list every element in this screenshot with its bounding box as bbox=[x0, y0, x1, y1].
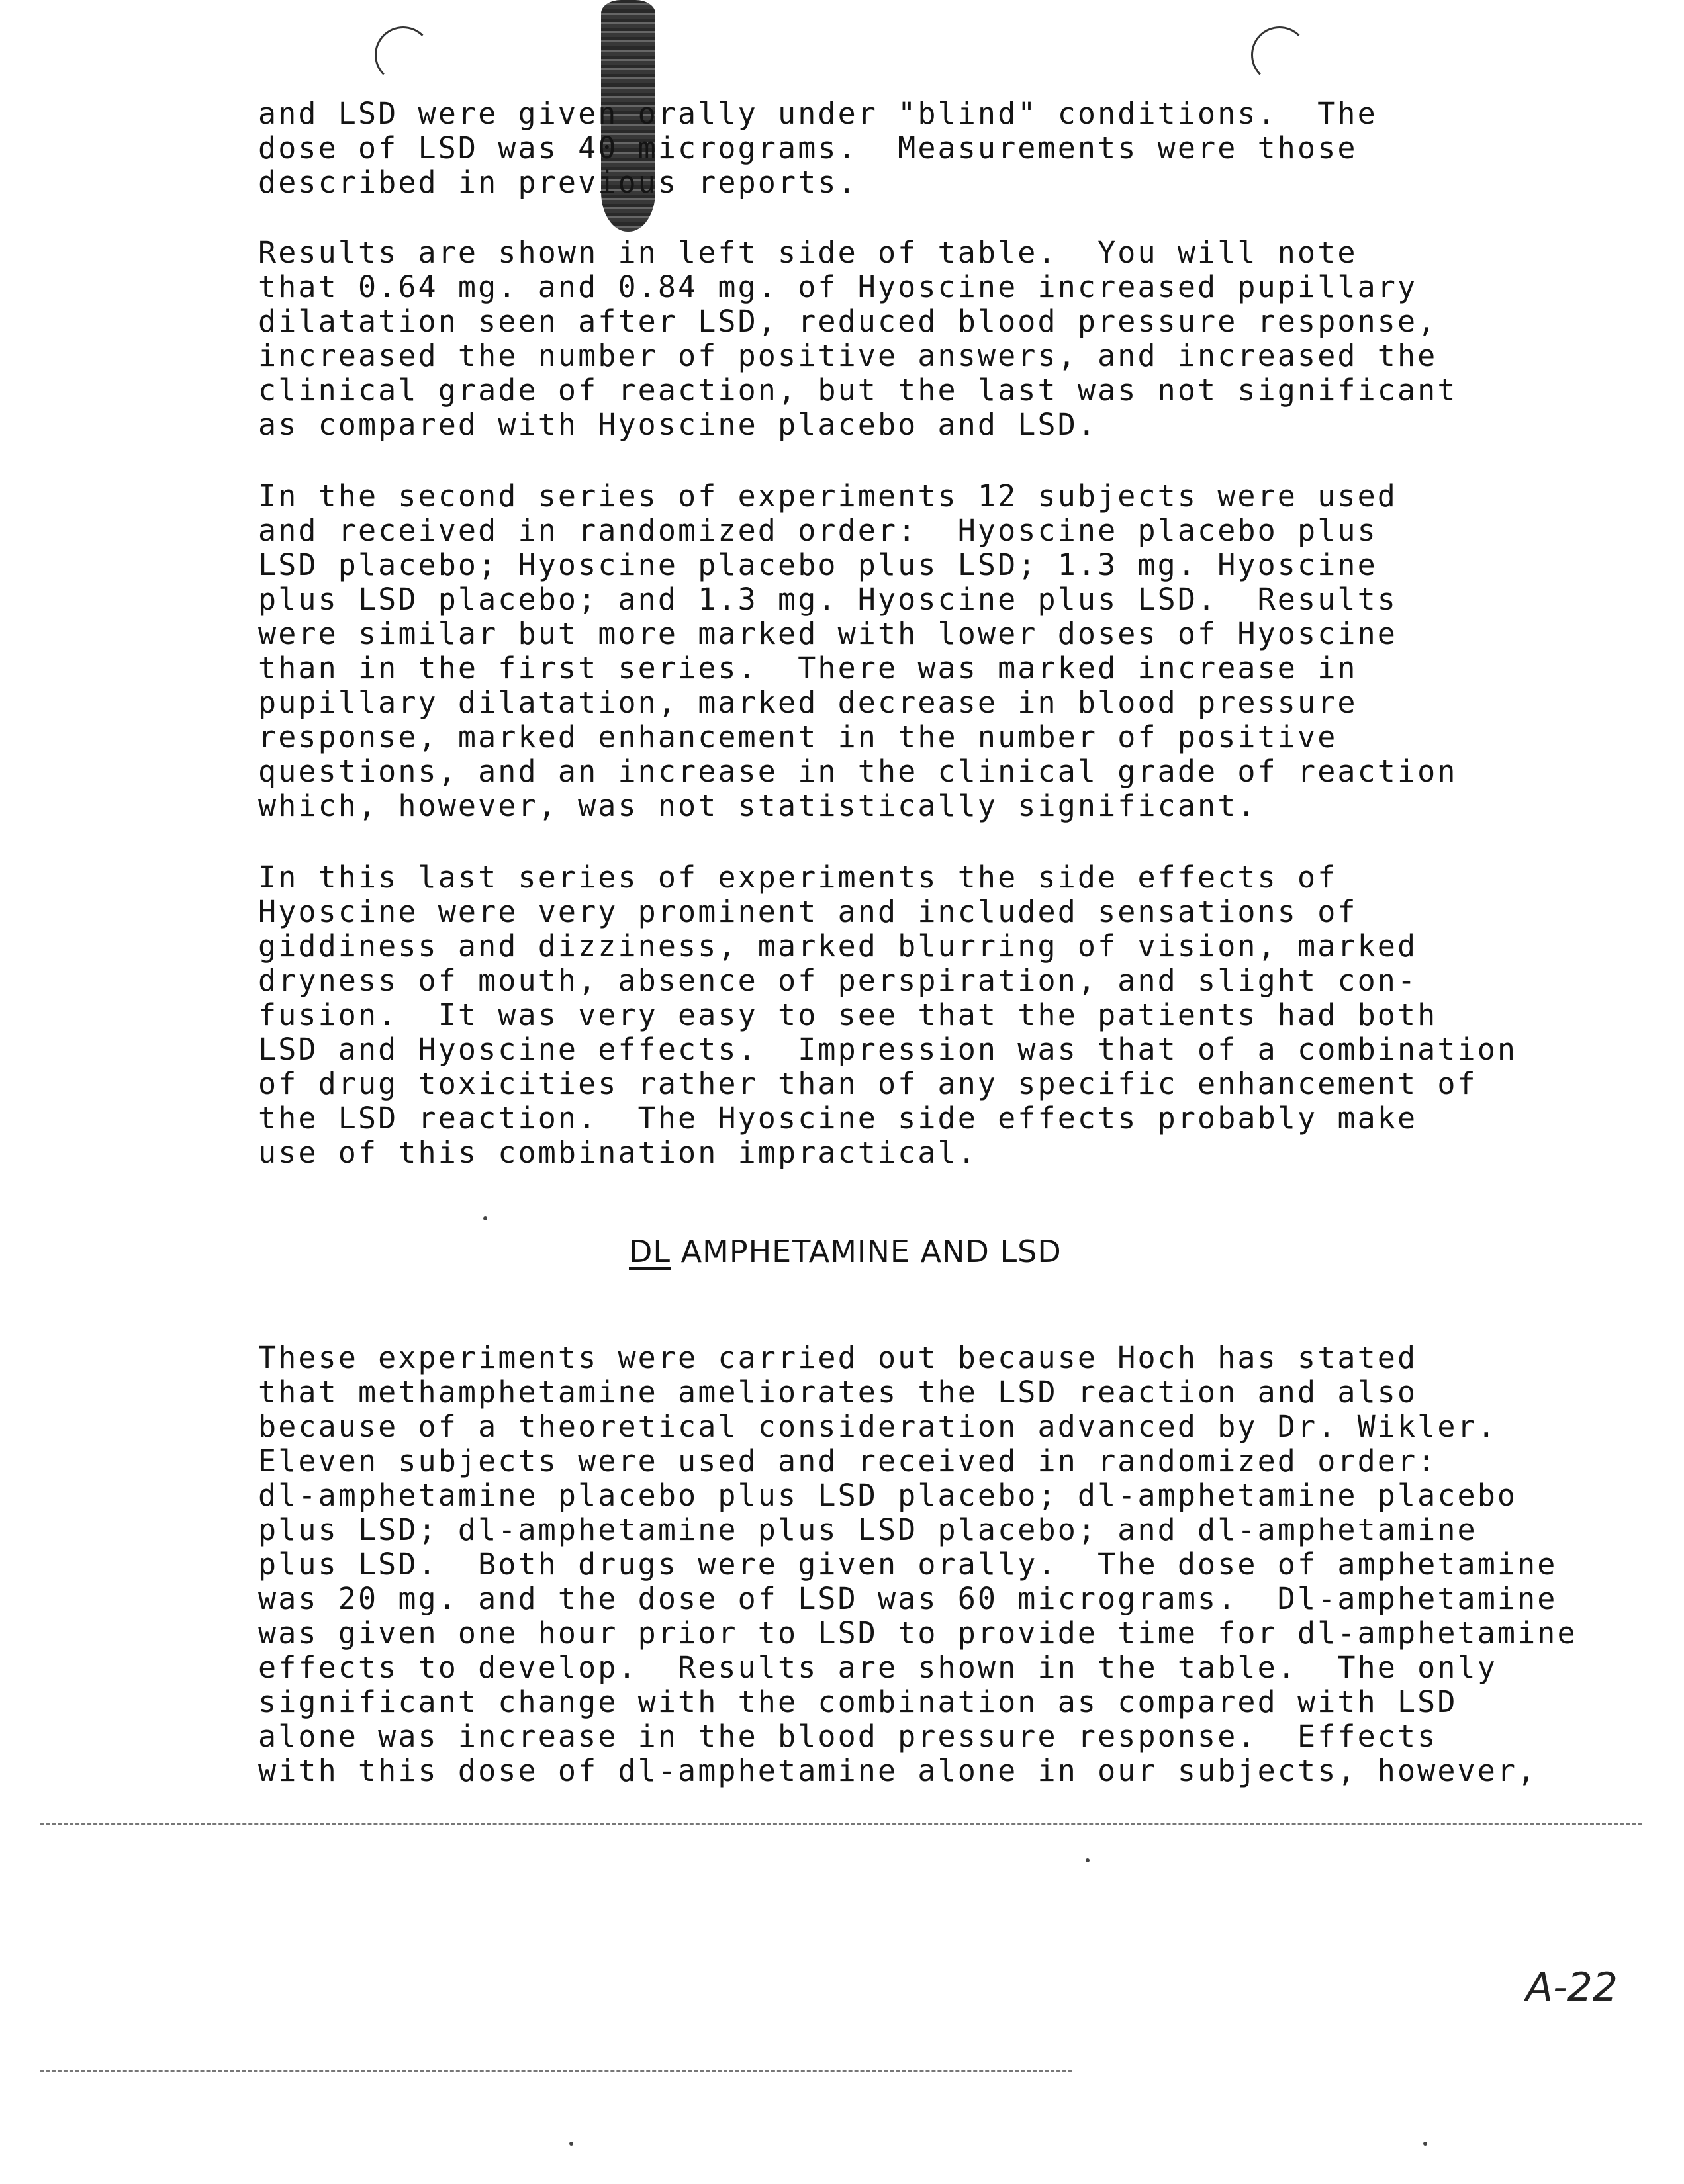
text-line: plus LSD placebo; and 1.3 mg. Hyoscine plus LSD. Results bbox=[258, 582, 1397, 617]
section-heading bbox=[629, 1234, 1062, 1269]
punch-hole-mark bbox=[1251, 26, 1308, 83]
dashed-rule bbox=[40, 2070, 1072, 2072]
text-line: increased the number of positive answers, and increased the bbox=[258, 338, 1438, 373]
text-line: use of this combination impractical. bbox=[258, 1135, 978, 1170]
paragraph-intro bbox=[258, 97, 1661, 200]
text-line: than in the first series. There was marked increase in bbox=[258, 651, 1358, 686]
paragraph-side-effects bbox=[258, 860, 1661, 1170]
text-line: dilatation seen after LSD, reduced blood pressure response, bbox=[258, 304, 1438, 339]
text-line: because of a theoretical consideration advanced by Dr. Wikler. bbox=[258, 1409, 1497, 1444]
text-line: response, marked enhancement in the number of positive bbox=[258, 719, 1338, 754]
text-line: dose of LSD was 40 micrograms. Measurements were those bbox=[258, 130, 1358, 165]
text-line: Eleven subjects were used and received in randomized order: bbox=[258, 1443, 1438, 1479]
text-line: described in previous reports. bbox=[258, 165, 858, 200]
paragraph-results bbox=[258, 236, 1661, 442]
text-line: effects to develop. Results are shown in the table. The only bbox=[258, 1650, 1497, 1685]
text-line: plus LSD; dl-amphetamine plus LSD placebo; and dl-amphetamine bbox=[258, 1512, 1477, 1547]
text-line: significant change with the combination as compared with LSD bbox=[258, 1684, 1458, 1719]
text-line: was 20 mg. and the dose of LSD was 60 micrograms. Dl-amphetamine bbox=[258, 1581, 1558, 1616]
page-number: A-22 bbox=[1526, 1964, 1618, 2011]
text-line: In the second series of experiments 12 subjects were used bbox=[258, 478, 1397, 514]
text-line: giddiness and dizziness, marked blurring of vision, marked bbox=[258, 929, 1418, 964]
text-line: that 0.64 mg. and 0.84 mg. of Hyoscine increased pupillary bbox=[258, 269, 1418, 304]
text-line: were similar but more marked with lower doses of Hyoscine bbox=[258, 616, 1397, 651]
text-line: pupillary dilatation, marked decrease in blood pressure bbox=[258, 685, 1358, 720]
text-line: with this dose of dl-amphetamine alone in our subjects, however, bbox=[258, 1753, 1538, 1788]
text-line: LSD placebo; Hyoscine placebo plus LSD; 1.3 mg. Hyoscine bbox=[258, 547, 1378, 582]
paragraph-second-series bbox=[258, 479, 1661, 823]
text-line: and LSD were given orally under "blind" conditions. The bbox=[258, 96, 1378, 131]
text-line: dl-amphetamine placebo plus LSD placebo; dl-amphetamine placebo bbox=[258, 1478, 1518, 1513]
text-line: which, however, was not statistically significant. bbox=[258, 788, 1258, 823]
heading-rest: AMPHETAMINE AND LSD bbox=[671, 1234, 1062, 1269]
paragraph-amphetamine bbox=[258, 1341, 1661, 1788]
scan-speck bbox=[1086, 1858, 1090, 1862]
scan-speck bbox=[1423, 2142, 1427, 2146]
text-line: was given one hour prior to LSD to provide time for dl-amphetamine bbox=[258, 1615, 1577, 1651]
text-line: the LSD reaction. The Hyoscine side effects probably make bbox=[258, 1101, 1418, 1136]
scan-speck bbox=[483, 1216, 487, 1220]
text-line: and received in randomized order: Hyoscine placebo plus bbox=[258, 513, 1378, 548]
scan-speck bbox=[569, 2142, 573, 2146]
text-line: LSD and Hyoscine effects. Impression was that of a combination bbox=[258, 1032, 1518, 1067]
text-line: plus LSD. Both drugs were given orally. The dose of amphetamine bbox=[258, 1547, 1558, 1582]
text-line: that methamphetamine ameliorates the LSD reaction and also bbox=[258, 1375, 1418, 1410]
text-line: Results are shown in left side of table. You will note bbox=[258, 235, 1358, 270]
punch-hole-mark bbox=[375, 26, 432, 83]
text-line: In this last series of experiments the side effects of bbox=[258, 860, 1338, 895]
text-line: alone was increase in the blood pressure response. Effects bbox=[258, 1719, 1438, 1754]
text-line: fusion. It was very easy to see that the patients had both bbox=[258, 997, 1438, 1032]
dashed-rule bbox=[40, 1823, 1642, 1825]
text-line: clinical grade of reaction, but the last was not significant bbox=[258, 373, 1458, 408]
text-line: as compared with Hyoscine placebo and LSD. bbox=[258, 407, 1098, 442]
heading-underlined-part: DL bbox=[629, 1234, 671, 1269]
text-line: dryness of mouth, absence of perspiration, and slight con- bbox=[258, 963, 1418, 998]
text-line: These experiments were carried out because Hoch has stated bbox=[258, 1340, 1418, 1375]
text-line: of drug toxicities rather than of any specific enhancement of bbox=[258, 1066, 1477, 1101]
text-line: Hyoscine were very prominent and included sensations of bbox=[258, 894, 1358, 929]
text-line: questions, and an increase in the clinical grade of reaction bbox=[258, 754, 1458, 789]
